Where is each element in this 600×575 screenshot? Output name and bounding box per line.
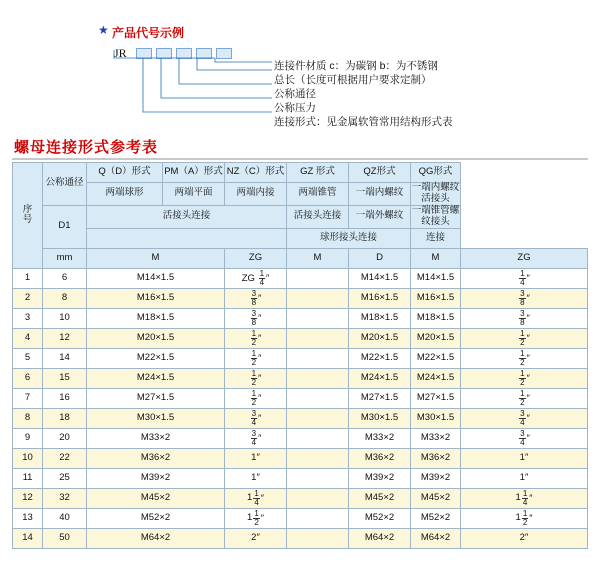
- cell-qd-pma-nzc-m: M18×1.5: [87, 308, 225, 328]
- cell-qd-pma-nzc-m: M16×1.5: [87, 288, 225, 308]
- cell-qg-m: M39×2: [411, 468, 461, 488]
- cell-qg-m: M20×1.5: [411, 328, 461, 348]
- cell-qg-zg: $\frac{1}{2}$ ″: [461, 368, 588, 388]
- cell-qz-m: [287, 348, 349, 368]
- cell-qz-d: M33×2: [349, 428, 411, 448]
- header-d1: D1: [43, 205, 87, 248]
- cell-qd-pma-nzc-m: M24×1.5: [87, 368, 225, 388]
- cell-qg-m: M30×1.5: [411, 408, 461, 428]
- cell-nominal-diameter: 32: [43, 488, 87, 508]
- cell-qz-d: M14×1.5: [349, 268, 411, 288]
- cell-gz-zg: ZG $\frac{1}{4}$ ″: [225, 268, 287, 288]
- cell-qd-pma-nzc-m: M52×2: [87, 508, 225, 528]
- header-row-shapes: [13, 183, 588, 206]
- table-head: [13, 163, 588, 269]
- cell-nominal-diameter: 16: [43, 388, 87, 408]
- header-union-connection-gz: 活接头连接: [287, 205, 349, 228]
- cell-seq: 13: [13, 508, 43, 528]
- cell-qg-zg: $\frac{1}{2}$ ″: [461, 328, 588, 348]
- header-seq-char2: 号: [22, 214, 33, 226]
- cell-seq: 7: [13, 388, 43, 408]
- header-seq-char1: 序: [22, 204, 33, 216]
- cell-qz-d: M22×1.5: [349, 348, 411, 368]
- table-row: [13, 508, 588, 528]
- cell-qz-d: M45×2: [349, 488, 411, 508]
- cell-qg-zg: 1″: [461, 448, 588, 468]
- cell-qz-m: [287, 308, 349, 328]
- cell-nominal-diameter: 50: [43, 528, 87, 548]
- header-unit-m-qg: M: [411, 248, 461, 268]
- cell-qz-m: [287, 268, 349, 288]
- header-unit-m: M: [87, 248, 225, 268]
- header-group-pma: PM（A）形式: [163, 163, 225, 183]
- header-nominal-diameter: 公称通径: [43, 163, 87, 206]
- cell-gz-zg: 2″: [225, 528, 287, 548]
- cell-qz-d: M27×1.5: [349, 388, 411, 408]
- cell-seq: 11: [13, 468, 43, 488]
- cell-qg-zg: $\frac{1}{2}$ ″: [461, 348, 588, 368]
- header-external-thread: 一端外螺纹: [349, 205, 411, 228]
- legend-item-nominal-diameter: 公称通径: [274, 88, 316, 100]
- cell-qd-pma-nzc-m: M27×1.5: [87, 388, 225, 408]
- table-row: [13, 348, 588, 368]
- section-title: 螺母连接形式参考表: [14, 139, 159, 156]
- cell-seq: 10: [13, 448, 43, 468]
- header-shape-gz: 两端锥管: [287, 183, 349, 206]
- header-shape-qz: 一端内螺纹: [349, 183, 411, 206]
- header-unit-m-qz: M: [287, 248, 349, 268]
- cell-gz-zg: $\frac{1}{2}$ ″: [225, 388, 287, 408]
- section-divider: [12, 158, 588, 160]
- cell-qg-m: M16×1.5: [411, 288, 461, 308]
- cell-qd-pma-nzc-m: M64×2: [87, 528, 225, 548]
- cell-gz-zg: $\frac{3}{4}$ ″: [225, 428, 287, 448]
- cell-qd-pma-nzc-m: M45×2: [87, 488, 225, 508]
- cell-qg-m: M45×2: [411, 488, 461, 508]
- cell-nominal-diameter: 15: [43, 368, 87, 388]
- cell-qz-m: [287, 488, 349, 508]
- header-shape-nzc: 两端内接: [225, 183, 287, 206]
- legend-prefix: JR: [114, 46, 127, 60]
- header-taper-thread-joint: 一端锥管螺纹接头: [411, 204, 460, 227]
- cell-qz-d: M39×2: [349, 468, 411, 488]
- cell-qd-pma-nzc-m: M20×1.5: [87, 328, 225, 348]
- header-group-nzc: NZ（C）形式: [225, 163, 287, 183]
- header-ball-joint-connection: 球形接头连接: [287, 228, 411, 248]
- cell-qz-d: M52×2: [349, 508, 411, 528]
- header-union-connection: 活接头连接: [87, 205, 287, 228]
- cell-gz-zg: 1 $\frac{1}{4}$ ″: [225, 488, 287, 508]
- cell-qd-pma-nzc-m: M36×2: [87, 448, 225, 468]
- cell-nominal-diameter: 14: [43, 348, 87, 368]
- cell-seq: 14: [13, 528, 43, 548]
- cell-qg-zg: $\frac{1}{2}$ ″: [461, 388, 588, 408]
- cell-gz-zg: $\frac{1}{2}$ ″: [225, 348, 287, 368]
- cell-seq: 8: [13, 408, 43, 428]
- cell-gz-zg: $\frac{1}{2}$ ″: [225, 368, 287, 388]
- cell-qd-pma-nzc-m: M39×2: [87, 468, 225, 488]
- cell-qg-m: M52×2: [411, 508, 461, 528]
- header-row-groups: [13, 163, 588, 183]
- cell-qg-zg: $\frac{3}{8}$ ″: [461, 288, 588, 308]
- cell-qz-m: [287, 388, 349, 408]
- cell-seq: 9: [13, 428, 43, 448]
- table-row: [13, 468, 588, 488]
- cell-qg-zg: 1 $\frac{1}{2}$ ″: [461, 508, 588, 528]
- cell-qz-m: [287, 328, 349, 348]
- header-row-ball-joint: [13, 228, 588, 248]
- cell-gz-zg: 1 $\frac{1}{2}$ ″: [225, 508, 287, 528]
- table-row: [13, 408, 588, 428]
- table-row: [13, 448, 588, 468]
- cell-seq: 4: [13, 328, 43, 348]
- legend-item-connection-type: 连接形式：见金属软管常用结构形式表: [274, 116, 453, 128]
- header-unit-zg-qg: ZG: [461, 248, 588, 268]
- table-row: [13, 528, 588, 548]
- cell-qg-m: M18×1.5: [411, 308, 461, 328]
- legend-item-material: 连接件材质 c：为碳钢 b：为不锈钢: [274, 60, 438, 72]
- cell-nominal-diameter: 22: [43, 448, 87, 468]
- cell-qz-m: [287, 408, 349, 428]
- table-row: [13, 388, 588, 408]
- cell-nominal-diameter: 40: [43, 508, 87, 528]
- legend-title: 产品代号示例: [112, 26, 185, 40]
- table-row: [13, 268, 588, 288]
- cell-seq: 2: [13, 288, 43, 308]
- cell-qz-m: [287, 428, 349, 448]
- cell-qg-m: M64×2: [411, 528, 461, 548]
- cell-qz-d: M24×1.5: [349, 368, 411, 388]
- star-icon: ★: [98, 23, 109, 37]
- table-row: [13, 488, 588, 508]
- cell-qd-pma-nzc-m: M22×1.5: [87, 348, 225, 368]
- cell-qg-zg: 1″: [461, 468, 588, 488]
- cell-nominal-diameter: 8: [43, 288, 87, 308]
- cell-nominal-diameter: 20: [43, 428, 87, 448]
- cell-gz-zg: $\frac{3}{8}$ ″: [225, 308, 287, 328]
- cell-qg-zg: $\frac{3}{4}$ ″: [461, 428, 588, 448]
- cell-gz-zg: $\frac{3}{8}$ ″: [225, 288, 287, 308]
- cell-qg-m: M27×1.5: [411, 388, 461, 408]
- cell-nominal-diameter: 18: [43, 408, 87, 428]
- legend-item-nominal-pressure: 公称压力: [274, 102, 316, 114]
- cell-gz-zg: 1″: [225, 448, 287, 468]
- legend-item-length: 总长（长度可根据用户要求定制）: [274, 74, 432, 86]
- cell-qz-m: [287, 468, 349, 488]
- cell-nominal-diameter: 10: [43, 308, 87, 328]
- table-row: [13, 428, 588, 448]
- header-group-qg: QG形式: [411, 163, 461, 183]
- header-unit-zg: ZG: [225, 248, 287, 268]
- nut-connection-table: [12, 162, 588, 549]
- cell-qz-d: M64×2: [349, 528, 411, 548]
- cell-qz-m: [287, 368, 349, 388]
- cell-qz-m: [287, 288, 349, 308]
- cell-nominal-diameter: 6: [43, 268, 87, 288]
- table-row: [13, 288, 588, 308]
- cell-qg-m: M14×1.5: [411, 268, 461, 288]
- header-blank-1: [87, 228, 287, 248]
- cell-qg-m: M22×1.5: [411, 348, 461, 368]
- product-code-legend: [0, 8, 600, 128]
- header-row-units: [13, 248, 588, 268]
- cell-gz-zg: $\frac{1}{2}$ ″: [225, 328, 287, 348]
- cell-qg-zg: 1 $\frac{1}{4}$ ″: [461, 488, 588, 508]
- cell-qz-m: [287, 448, 349, 468]
- header-shape-pma: 两端平面: [163, 183, 225, 206]
- cell-qd-pma-nzc-m: M33×2: [87, 428, 225, 448]
- table-row: [13, 308, 588, 328]
- cell-gz-zg: $\frac{3}{4}$ ″: [225, 408, 287, 428]
- cell-qz-d: M36×2: [349, 448, 411, 468]
- header-shape-qd: 两端球形: [87, 183, 163, 206]
- cell-qz-d: M30×1.5: [349, 408, 411, 428]
- cell-gz-zg: 1″: [225, 468, 287, 488]
- cell-seq: 12: [13, 488, 43, 508]
- cell-qg-m: M36×2: [411, 448, 461, 468]
- cell-qz-m: [287, 528, 349, 548]
- cell-qz-d: M18×1.5: [349, 308, 411, 328]
- cell-qg-zg: $\frac{3}{8}$ ″: [461, 308, 588, 328]
- cell-nominal-diameter: 12: [43, 328, 87, 348]
- header-unit-mm: mm: [43, 248, 87, 268]
- cell-seq: 5: [13, 348, 43, 368]
- header-group-gz: GZ 形式: [287, 163, 349, 183]
- header-connection: 连接: [411, 228, 461, 248]
- header-row-connection: [13, 205, 588, 228]
- cell-nominal-diameter: 25: [43, 468, 87, 488]
- cell-qg-zg: $\frac{1}{4}$ ″: [461, 268, 588, 288]
- cell-qz-d: M20×1.5: [349, 328, 411, 348]
- cell-qg-m: M33×2: [411, 428, 461, 448]
- cell-qd-pma-nzc-m: M30×1.5: [87, 408, 225, 428]
- table-body: [13, 268, 588, 548]
- header-group-qz: QZ形式: [349, 163, 411, 183]
- cell-seq: 1: [13, 268, 43, 288]
- header-seq: [13, 163, 43, 269]
- cell-qg-zg: 2″: [461, 528, 588, 548]
- table-row: [13, 368, 588, 388]
- cell-qg-zg: $\frac{3}{4}$ ″: [461, 408, 588, 428]
- header-shape-qg: 一端内螺纹活接头: [411, 182, 460, 204]
- header-group-qd: Q（D）形式: [87, 163, 163, 183]
- table-row: [13, 328, 588, 348]
- cell-seq: 3: [13, 308, 43, 328]
- cell-qd-pma-nzc-m: M14×1.5: [87, 268, 225, 288]
- cell-qg-m: M24×1.5: [411, 368, 461, 388]
- header-unit-d-qz: D: [349, 248, 411, 268]
- cell-qz-m: [287, 508, 349, 528]
- cell-qz-d: M16×1.5: [349, 288, 411, 308]
- cell-seq: 6: [13, 368, 43, 388]
